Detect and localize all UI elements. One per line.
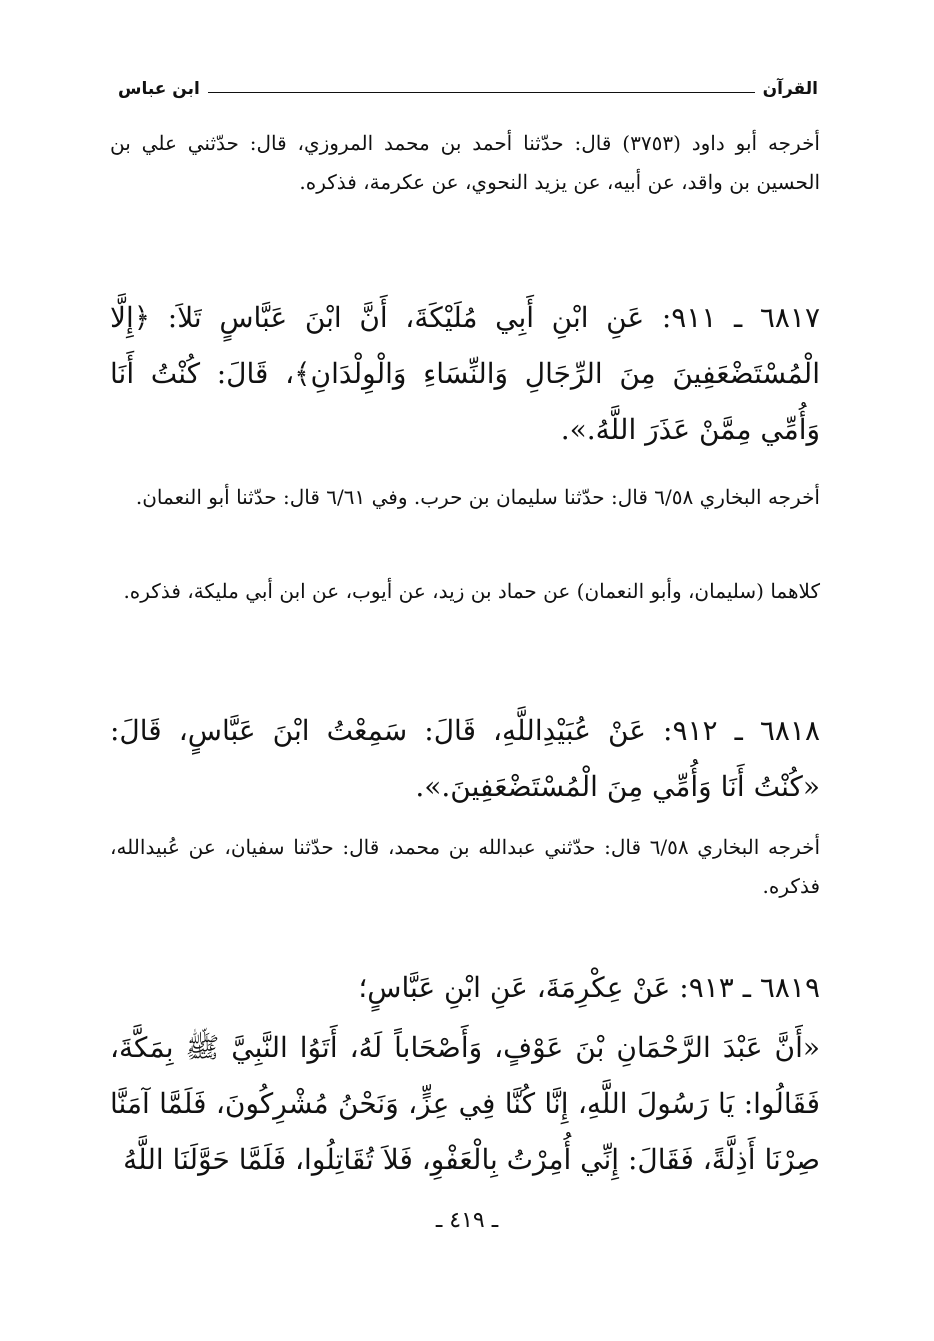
running-header	[118, 74, 818, 104]
hadith-6818: ٦٨١٨ ـ ٩١٢: عَنْ عُبَيْدِاللَّهِ، قَالَ: سَمِعْتُ ابْنَ عَبَّاسٍ، قَالَ: «كُنْتُ أَنَا وَأُمِّي مِنَ الْمُسْتَضْعَفِينَ.».	[110, 714, 820, 803]
takhrij-note: كلاهما (سليمان، وأبو النعمان) عن حماد بن زيد، عن أيوب، عن ابن أبي مليكة، فذكره.	[123, 579, 820, 603]
hadith-6819-text: «أَنَّ عَبْدَ الرَّحْمَانِ بْنَ عَوْفٍ، وَأَصْحَاباً لَهُ، أَتَوُا النَّبِيَّ ﷺ بِمَكَّةَ، فَقَالُوا: يَا رَسُولَ اللَّهِ، إِنَّا كُنَّا فِي عِزٍّ، وَنَحْنُ مُشْرِكُونَ، فَلَمَّا آمَنَّا صِرْنَا أَذِلَّةً، فَقَالَ: إِنِّي أُمِرْتُ بِالْعَفْوِ، فَلاَ تُقَاتِلُوا، فَلَمَّا حَوَّلَنَا اللَّهُ	[110, 1031, 821, 1176]
hadith-6817: ٦٨١٧ ـ ٩١١: عَنِ ابْنِ أَبِي مُلَيْكَةَ، أَنَّ ابْنَ عَبَّاسٍ تَلاَ: ﴿إِلَّا الْمُسْتَضْعَفِينَ مِنَ الرِّجَالِ وَالنِّسَاءِ وَالْوِلْدَانِ﴾، قَالَ: كُنْتُ أَنَا وَأُمِّي مِمَّنْ عَذَرَ اللَّهُ.».	[110, 301, 820, 446]
header-chapter-title: القرآن	[762, 79, 818, 99]
takhrij-note: أخرجه البخاري ٦/٥٨ قال: حدّثني عبدالله بن محمد، قال: حدّثنا سفيان، عن عُبيدالله، فذكره.	[110, 835, 820, 898]
takhrij-note: أخرجه أبو داود (٣٧٥٣) قال: حدّثنا أحمد بن محمد المروزي، قال: حدّثني علي بن الحسين بن واقد، عن أبيه، عن يزيد النحوي، عن عكرمة، فذكره.	[110, 131, 820, 194]
header-narrator-name: ابن عباس	[118, 79, 200, 99]
page-number: ـ ٤١٩ ـ	[435, 1208, 499, 1233]
hadith-6819-heading: ٦٨١٩ ـ ٩١٣: عَنْ عِكْرِمَةَ، عَنِ ابْنِ عَبَّاسٍ؛	[358, 971, 820, 1004]
header-rule	[208, 92, 755, 93]
takhrij-note: أخرجه البخاري ٦/٥٨ قال: حدّثنا سليمان بن حرب. وفي ٦/٦١ قال: حدّثنا أبو النعمان.	[135, 485, 820, 509]
